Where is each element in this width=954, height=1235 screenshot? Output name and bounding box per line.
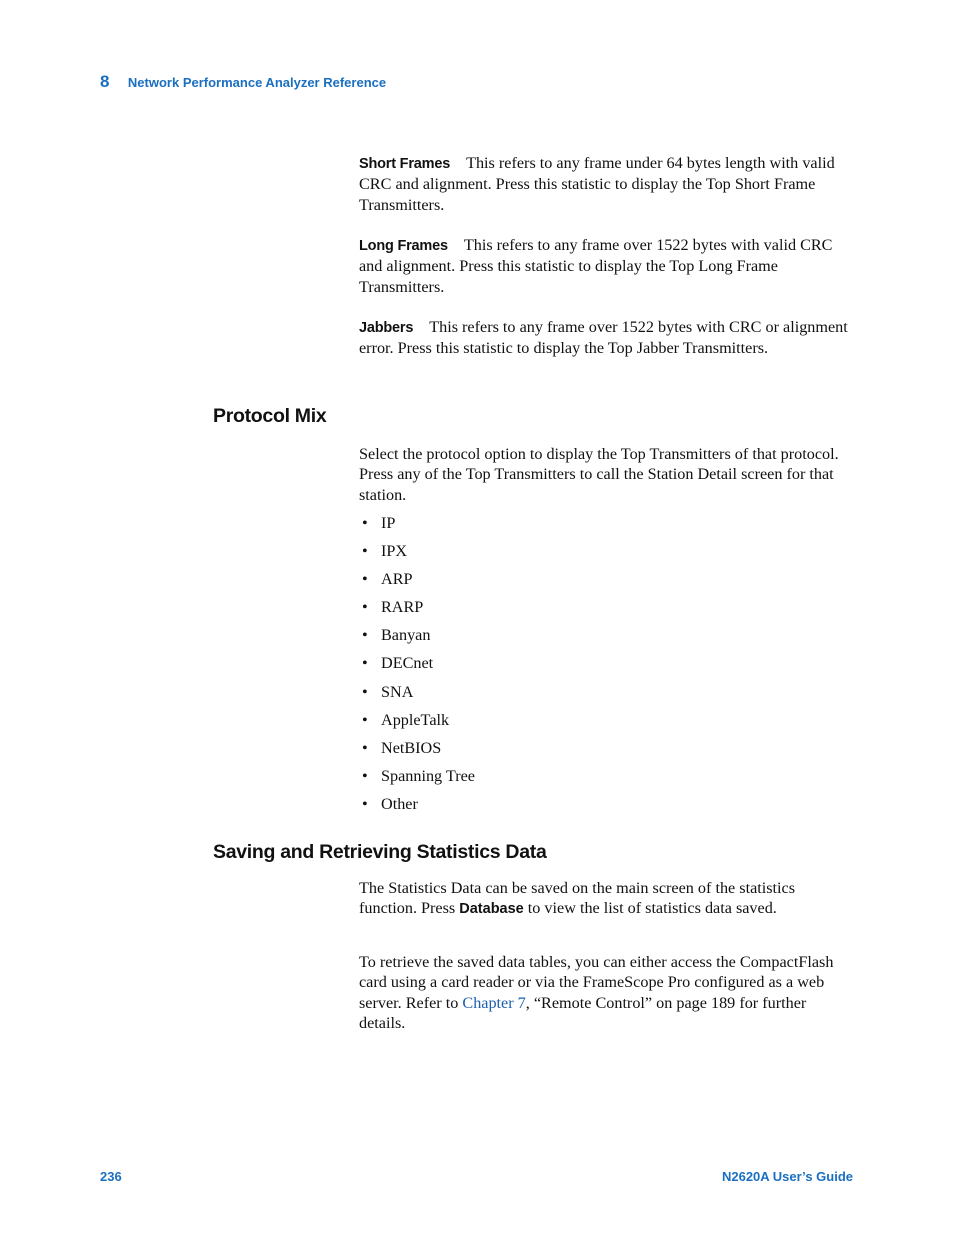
list-item [362, 766, 475, 794]
saving-paragraph-2 [359, 952, 854, 1033]
protocol-label: Spanning Tree [381, 766, 475, 785]
protocol-label: Banyan [381, 626, 431, 645]
list-item [362, 513, 475, 541]
page-number: 236 [100, 1169, 122, 1184]
bullet-icon: • [362, 710, 368, 729]
section-heading-protocol-mix: Protocol Mix [213, 405, 327, 427]
paragraph-text: to view the list of statistics data saved. [523, 899, 777, 918]
list-item [362, 682, 475, 710]
running-header [100, 72, 386, 92]
protocol-label: Other [381, 794, 418, 813]
bullet-icon: • [362, 654, 368, 673]
protocol-mix-intro: Select the protocol option to display the Top Transmitters of that protocol. Press any of the Top Transmitters to call the Station Detail screen for that station. [359, 445, 839, 504]
paragraph-text: The Statistics Data can be saved on the main screen of the statistics function. Press [359, 879, 796, 918]
definition-long-frames [359, 235, 854, 297]
chapter-number: 8 [100, 72, 110, 91]
bullet-icon: • [362, 738, 368, 757]
guide-title: N2620A User’s Guide [721, 1169, 853, 1184]
definition-term: Jabbers [359, 320, 414, 336]
list-item [362, 710, 475, 738]
list-item [362, 569, 475, 597]
list-item [362, 653, 475, 681]
protocol-label: NetBIOS [381, 738, 442, 757]
bullet-icon: • [362, 570, 368, 589]
chapter-7-link[interactable]: Chapter 7 [462, 993, 526, 1012]
bullet-icon: • [362, 766, 368, 785]
protocol-label: IP [381, 514, 396, 532]
list-item [362, 597, 475, 625]
section-heading-saving-retrieving: Saving and Retrieving Statistics Data [213, 841, 547, 863]
bullet-icon: • [362, 626, 368, 645]
chapter-title: Network Performance Analyzer Reference [127, 75, 387, 90]
bullet-icon: • [362, 514, 368, 532]
bullet-icon: • [362, 682, 368, 701]
definition-text: This refers to any frame over 1522 bytes with CRC or alignment error. Press this statistic to display the Top Jabber Transmitters. [359, 318, 848, 358]
protocol-list [362, 513, 475, 822]
protocol-label: ARP [381, 570, 413, 589]
paragraph-text: To retrieve the saved data tables, you can either access the CompactFlash card using a card reader or via the FrameScope Pro configured as a web server. Refer to [359, 953, 834, 1012]
bullet-icon: • [362, 542, 368, 561]
list-item [362, 794, 475, 822]
protocol-label: IPX [381, 542, 408, 561]
bullet-icon: • [362, 794, 368, 813]
protocol-label: AppleTalk [381, 710, 450, 729]
definition-text: This refers to any frame under 64 bytes length with valid CRC and alignment. Press this statistic to display the Top Short Frame Transmitters. [359, 154, 835, 214]
paragraph-text: , “Remote Control” on page 189 for further details. [359, 993, 807, 1032]
list-item [362, 625, 475, 653]
database-key-label: Database [459, 901, 524, 918]
definition-text: This refers to any frame over 1522 bytes with valid CRC and alignment. Press this statistic to display the Top Long Frame Transmitters. [359, 236, 833, 296]
saving-paragraph-1 [359, 878, 854, 920]
protocol-label: RARP [381, 598, 424, 617]
protocol-label: SNA [381, 682, 414, 701]
definition-short-frames [359, 153, 854, 215]
list-item [362, 738, 475, 766]
protocol-label: DECnet [381, 654, 434, 673]
list-item [362, 541, 475, 569]
definition-term: Short Frames [359, 156, 451, 172]
definition-term: Long Frames [359, 238, 448, 254]
definition-jabbers [359, 317, 854, 359]
bullet-icon: • [362, 598, 368, 617]
